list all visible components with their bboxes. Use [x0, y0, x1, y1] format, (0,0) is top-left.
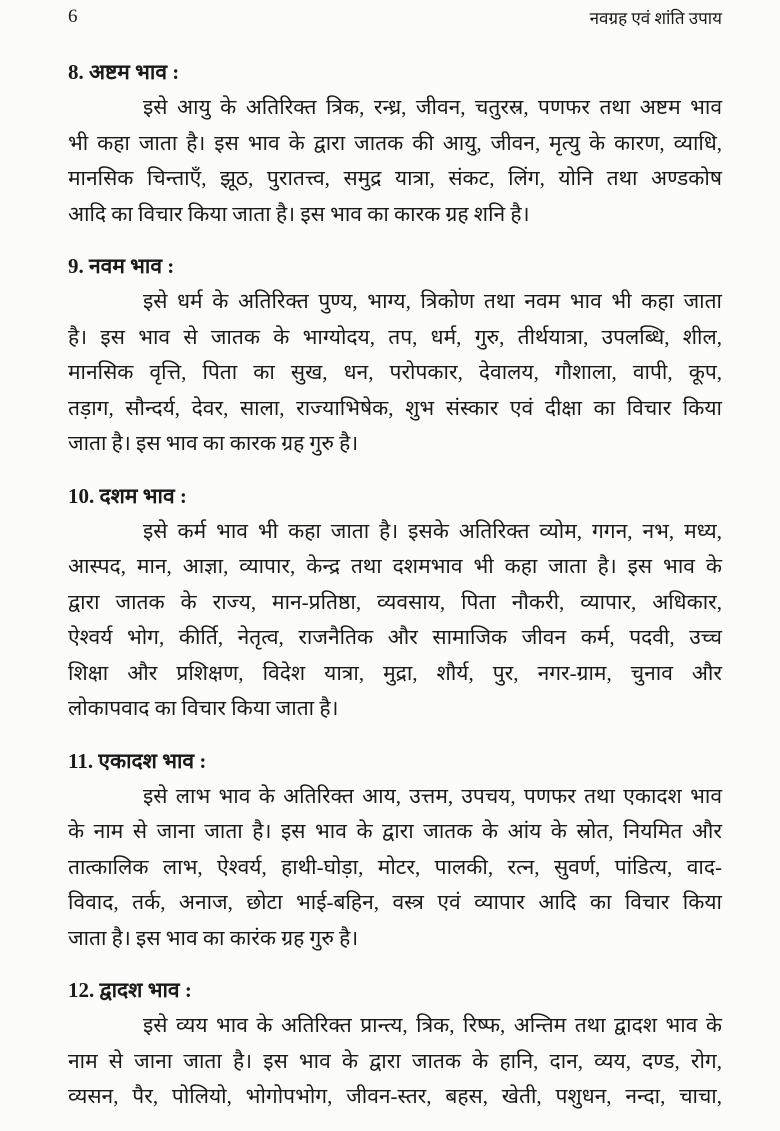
paragraph-line: भी कहा जाता है। इस भाव के द्वारा जातक की आयु, जीवन, मृत्यु के कारण, व्याधि,: [68, 130, 722, 155]
paragraph-line: जाता है। इस भाव का कारक ग्रह गुरु है।: [68, 431, 359, 455]
paragraph-line: आस्पद, मान, आज्ञा, व्यापार, केन्द्र तथा दशमभाव भी कहा जाता है। इस भाव के: [68, 554, 722, 578]
paragraph-line: मानसिक वृत्ति, पिता का सुख, धन, परोपकार, देवालय, गौशाला, वापी, कूप,: [68, 360, 722, 384]
paragraph-line: इसे धर्म के अतिरिक्त पुण्य, भाग्य, त्रिकोण तथा नवम भाव भी कहा जाता: [143, 289, 722, 313]
paragraph-line: मानसिक चिन्ताएँ, झूठ, पुरातत्त्व, समुद्र यात्रा, संकट, लिंग, योनि तथा अण्डकोष: [68, 166, 722, 190]
section: [68, 54, 722, 232]
paragraph-line: लोकापवाद का विचार किया जाता है।: [68, 696, 339, 720]
page-number: 6: [68, 6, 78, 27]
paragraph-line: ऐश्वर्य भोग, कीर्ति, नेतृत्व, राजनैतिक और सामाजिक जीवन कर्म, पदवी, उच्च: [68, 625, 722, 649]
paragraph-line: इसे लाभ भाव के अतिरिक्त आय, उत्तम, उपचय, पणफर तथा एकादश भाव: [143, 783, 722, 808]
running-title: नवग्रह एवं शांति उपाय: [589, 9, 722, 28]
section-heading: 10. दशम भाव :: [68, 483, 187, 508]
paragraph-line: इसे व्यय भाव के अतिरिक्त प्रान्त्य, त्रिक, रिष्फ, अन्तिम तथा द्वादश भाव के: [143, 1013, 722, 1037]
paragraph-line: इसे कर्म भाव भी कहा जाता है। इसके अतिरिक्त व्योम, गगन, नभ, मध्य,: [143, 518, 722, 543]
section: [68, 478, 722, 727]
paragraph-line: इसे आयु के अतिरिक्त त्रिक, रन्ध्र, जीवन, चतुरस्र, पणफर तथा अष्टम भाव: [143, 95, 722, 119]
paragraph-line: जाता है। इस भाव का कारंक ग्रह गुरु है।: [68, 925, 359, 950]
section: [68, 248, 722, 462]
paragraph-line: तड़ाग, सौन्दर्य, देवर, साला, राज्याभिषेक, शुभ संस्कार एवं दीक्षा का विचार किया: [68, 395, 722, 420]
section-heading: 8. अष्टम भाव :: [68, 60, 180, 84]
paragraph-line: है। इस भाव से जातक के भाग्योदय, तप, धर्म, गुरु, तीर्थयात्रा, उपलब्धि, शील,: [68, 324, 722, 349]
section: [68, 743, 722, 957]
paragraph-line: तात्कालिक लाभ, ऐश्वर्य, हाथी-घोड़ा, मोटर, पालकी, रत्न, सुवर्ण, पांडित्य, वाद-: [68, 854, 722, 879]
section-heading: 11. एकादश भाव :: [68, 748, 207, 773]
section-heading: 9. नवम भाव :: [68, 254, 175, 278]
section: [68, 972, 722, 1115]
paragraph-line: शिक्षा और प्रशिक्षण, विदेश यात्रा, मुद्रा, शौर्य, पुर, नगर-ग्राम, चुनाव और: [68, 660, 722, 685]
section-heading: 12. द्वादश भाव :: [68, 978, 192, 1002]
paragraph-line: नाम से जाना जाता है। इस भाव के द्वारा जातक के हानि, दान, व्यय, दण्ड, रोग,: [68, 1048, 722, 1073]
paragraph-line: विवाद, तर्क, अनाज, छोटा भाई-बहिन, वस्त्र एवं व्यापार आदि का विचार किया: [68, 890, 722, 914]
paragraph-line: आदि का विचार किया जाता है। इस भाव का कारक ग्रह शनि है।: [68, 201, 530, 226]
paragraph-line: के नाम से जाना जाता है। इस भाव के द्वारा जातक के आंय के स्रोत, नियमित और: [68, 819, 722, 843]
page-body: [68, 54, 722, 1131]
paragraph-line: द्वारा जातक के राज्य, मान-प्रतिष्ठा, व्यवसाय, पिता नौकरी, व्यापार, अधिकार,: [68, 589, 722, 614]
page-header: [68, 6, 722, 32]
paragraph-line: व्यसन, पैर, पोलियो, भोगोपभोग, जीवन-स्तर, बहस, खेती, पशुधन, नन्दा, चाचा,: [68, 1084, 722, 1108]
